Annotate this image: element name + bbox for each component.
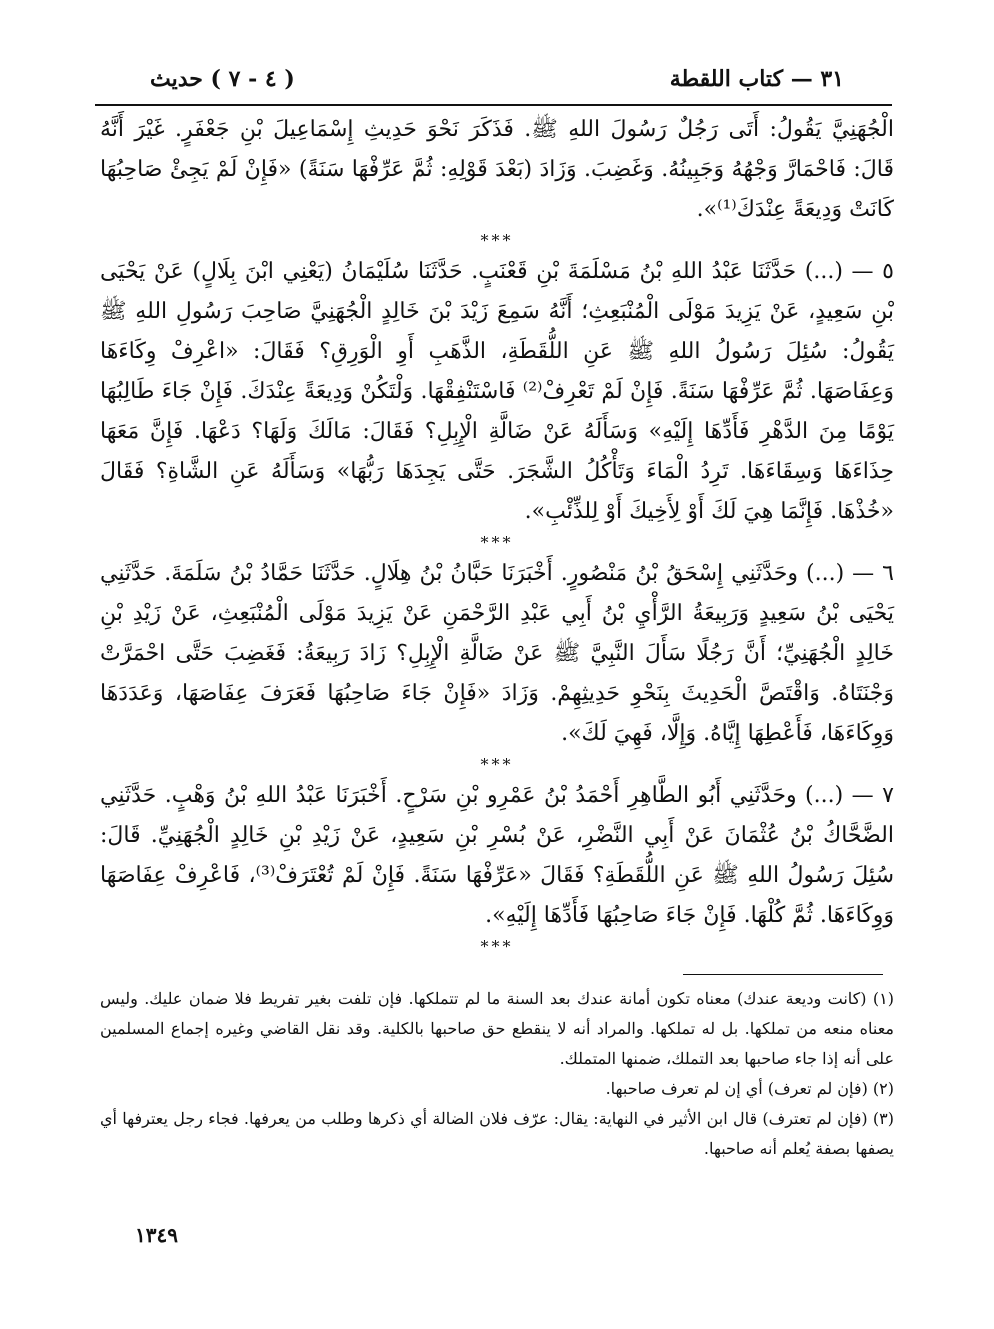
page-number: ١٣٤٩ [135,1223,178,1247]
separator: *** [480,937,514,956]
footnote: (١) (كانت وديعة عندك) معناه تكون أمانة عندك بعد السنة ما لم تتملكها. فإن تلفت بغير تفريط فلا ضمان عليك. وليس معناه منعه من تملكها. بل له تملكها. والمراد أنه لا ينقطع حق صاحبها بالكلية. وقد نقل القاضي وغيره إجماع المسلمين على أنه إذا جاء صاحبها بعد التملك، ضمنها المتملك. [100,989,895,1068]
separator: *** [480,755,514,774]
hadith-range: ( ٤ - ٧ ) حديث [150,66,295,92]
header-rule [95,104,892,106]
paragraph: ٦ — (...) وحَدَّثَنِي إِسْحَقُ بْنُ مَنْصُورٍ. أَخْبَرَنَا حَبَّانُ بْنُ هِلَالٍ. حَدَّثَنَا حَمَّادُ بْنُ سَلَمَةَ. حَدَّثَنِي يَحْيَى بْنُ سَعِيدٍ وَرَبِيعَةُ الرَّأْيِ بْنُ أَبِي عَبْدِ الرَّحْمَنِ عَنْ يَزِيدَ مَوْلَى الْمُنْبَعِثِ، عَنْ زَيْدِ بْنِ خَالِدٍ الْجُهَنِيِّ؛ أَنَّ رَجُلًا سَأَلَ النَّبِيَّ ﷺ عَنْ ضَالَّةِ الْإِبِلِ؟ زَادَ رَبِيعَةُ: فَغَضِبَ حَتَّى احْمَرَّتْ وَجْنَتَاهُ. وَاقْتَصَّ الْحَدِيثَ بِنَحْوِ حَدِيثِهِمْ. وَزَادَ «فَإِنْ جَاءَ صَاحِبُهَا فَعَرَفَ عِفَاصَهَا، وَعَدَدَهَا وَوِكَاءَهَا، فَأَعْطِهَا إِيَّاهُ. وَإِلَّا، فَهِيَ لَكَ». [100,561,894,746]
main-text [100,110,894,958]
footnote-rule [683,974,883,975]
footnotes [100,984,894,1164]
running-title: ٣١ — كتاب اللقطة [669,66,844,92]
separator: *** [480,231,514,250]
paragraph: الْجُهَنِيَّ يَقُولُ: أَتَى رَجُلٌ رَسُولَ اللهِ ﷺ. فَذَكَرَ نَحْوَ حَدِيثِ إِسْمَاعِيلَ بْنِ جَعْفَرٍ. غَيْرَ أَنَّهُ قَالَ: فَاحْمَارَّ وَجْهُهُ وَجَبِينُهُ. وَغَضِبَ. وَزَادَ (بَعْدَ قَوْلِهِ: ثُمَّ عَرِّفْهَا سَنَةً) «فَإِنْ لَمْ يَجِئْ صَاحِبُهَا كَانَتْ وَدِيعَةً عِنْدَكَ⁽¹⁾». [100,117,894,222]
separator: *** [480,533,514,552]
footnote: (٣) (فإن لم تعترف) قال ابن الأثير في النهاية: يقال: عرّف فلان الضالة أي ذكرها وطلب من يعرفها. فجاء رجل يعترفها أي يصفها بصفة يُعلم أنه صاحبها. [100,1109,894,1158]
paragraph: ٥ — (...) حَدَّثَنَا عَبْدُ اللهِ بْنُ مَسْلَمَةَ بْنِ قَعْنَبٍ. حَدَّثَنَا سُلَيْمَانُ (يَعْنِي ابْنَ بِلَالٍ) عَنْ يَحْيَى بْنِ سَعِيدٍ، عَنْ يَزِيدَ مَوْلَى الْمُنْبَعِثِ؛ أَنَّهُ سَمِعَ زَيْدَ بْنَ خَالِدٍ الْجُهَنِيَّ صَاحِبَ رَسُولِ اللهِ ﷺ يَقُولُ: سُئِلَ رَسُولُ اللهِ ﷺ عَنِ اللُّقَطَةِ، الذَّهَبِ أَوِ الْوَرِقِ؟ فَقَالَ: «اعْرِفْ وِكَاءَهَا وَعِفَاصَهَا. ثُمَّ عَرِّفْهَا سَنَةً. فَإِنْ لَمْ تَعْرِفْ⁽²⁾ فَاسْتَنْفِقْهَا. وَلْتَكُنْ وَدِيعَةً عِنْدَكَ. فَإِنْ جَاءَ طَالِبُهَا يَوْمًا مِنَ الدَّهْرِ فَأَدِّهَا إِلَيْهِ» وَسَأَلَهُ عَنْ ضَالَّةِ الْإِبِلِ؟ فَقَالَ: مَالَكَ وَلَهَا؟ دَعْهَا. فَإِنَّ مَعَهَا حِذَاءَهَا وَسِقَاءَهَا. تَرِدُ الْمَاءَ وَتَأْكُلُ الشَّجَرَ. حَتَّى يَجِدَهَا رَبُّهَا» وَسَأَلَهُ عَنِ الشَّاةِ؟ فَقَالَ «خُذْهَا. فَإِنَّمَا هِيَ لَكَ أَوْ لِأَخِيكَ أَوْ لِلذِّئْبِ». [100,259,894,524]
footnote: (٢) (فإن لم تعرف) أي إن لم تعرف صاحبها. [605,1079,894,1098]
paragraph: ٧ — (...) وحَدَّثَنِي أَبُو الطَّاهِرِ أَحْمَدُ بْنُ عَمْرِو بْنِ سَرْحٍ. أَخْبَرَنَا عَبْدُ اللهِ بْنُ وَهْبٍ. حَدَّثَنِي الضَّحَّاكُ بْنُ عُثْمَانَ عَنْ أَبِي النَّضْرِ، عَنْ بُسْرِ بْنِ سَعِيدٍ، عَنْ زَيْدِ بْنِ خَالِدٍ الْجُهَنِيِّ. قَالَ: سُئِلَ رَسُولُ اللهِ ﷺ عَنِ اللُّقَطَةِ؟ فَقَالَ «عَرِّفْهَا سَنَةً. فَإِنْ لَمْ تُعْتَرَفْ⁽³⁾، فَاعْرِفْ عِفَاصَهَا وَوِكَاءَهَا. ثُمَّ كُلْهَا. فَإِنْ جَاءَ صَاحِبُهَا فَأَدِّهَا إِلَيْهِ». [100,783,894,928]
